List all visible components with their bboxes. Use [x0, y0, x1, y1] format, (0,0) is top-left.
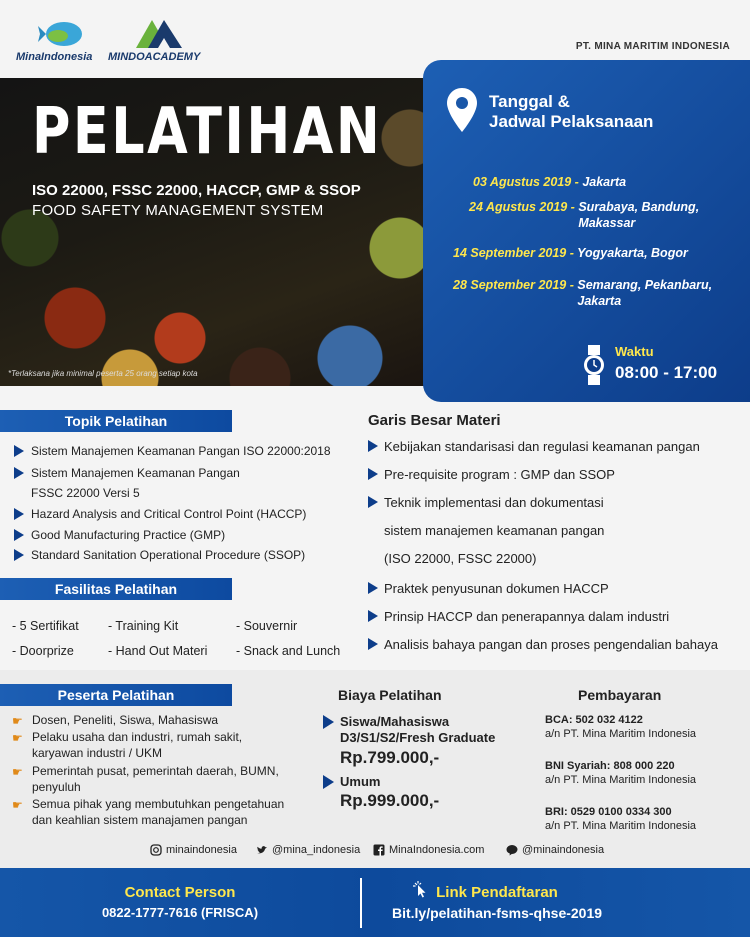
minaindonesia-logo	[16, 18, 106, 68]
garis-item-continued: (ISO 22000, FSSC 22000)	[384, 551, 537, 566]
link-label: Link Pendaftaran	[436, 884, 558, 901]
garis-title: Garis Besar Materi	[368, 412, 501, 429]
biaya-title: Biaya Pelatihan	[338, 687, 442, 703]
hero-footnote: *Terlaksana jika minimal peserta 25 orang setiap kota	[8, 369, 198, 378]
arrow-icon	[323, 775, 334, 789]
watch-icon	[583, 345, 605, 385]
biaya-category-umum: Umum	[340, 774, 381, 789]
hero-subtitle-fsms: FOOD SAFETY MANAGEMENT SYSTEM	[32, 202, 324, 219]
twitter-icon	[256, 844, 268, 856]
peserta-item: ☛ Semua pihak yang membutuhkan pengetahuan	[12, 797, 285, 812]
garis-item: Analisis bahaya pangan dan proses pengendalian bahaya	[384, 637, 718, 652]
price-student: Rp.799.000,-	[340, 748, 440, 767]
topik-banner: Topik Pelatihan	[0, 410, 232, 432]
topik-item-continued: FSSC 22000 Versi 5	[31, 486, 140, 500]
peserta-item: ☛ Pemerintah pusat, pemerintah daerah, BUMN,	[12, 764, 279, 779]
logo1-text: MinaIndonesia	[16, 51, 93, 63]
social-twitter[interactable]: @mina_indonesia	[256, 844, 360, 856]
schedule-row: 03 Agustus 2019 - Jakarta	[473, 175, 627, 189]
peserta-banner: Peserta Pelatihan	[0, 684, 232, 706]
pembayaran-title: Pembayaran	[578, 687, 662, 703]
schedule-row: 28 September 2019 - Semarang, Pekanbaru, Jakarta	[453, 278, 713, 308]
topik-item: Sistem Manajemen Keamanan Pangan ISO 22000:2018	[31, 444, 331, 458]
garis-item: Teknik implementasi dan dokumentasi	[384, 495, 604, 510]
waktu-value: 08:00 - 17:00	[615, 363, 718, 382]
topik-item: Sistem Manajemen Keamanan Pangan	[31, 466, 240, 480]
company-name: PT. MINA MARITIM INDONESIA	[575, 41, 730, 52]
topik-item: Hazard Analysis and Critical Control Point (HACCP)	[31, 507, 306, 521]
peserta-item: ☛ Dosen, Peneliti, Siswa, Mahasiswa	[12, 713, 219, 728]
line-icon	[506, 844, 518, 856]
peserta-item-continued: penyuluh	[32, 780, 81, 794]
garis-item: Pre-requisite program : GMP dan SSOP	[384, 467, 615, 482]
arrow-icon	[323, 715, 334, 729]
waktu-label: Waktu	[615, 344, 654, 359]
footer	[0, 868, 750, 937]
topik-item: Standard Sanitation Operational Procedure (SSOP)	[31, 548, 305, 562]
social-line[interactable]: @minaindonesia	[506, 844, 604, 856]
mindo-mountain-icon	[134, 18, 184, 50]
garis-item: Prinsip HACCP dan penerapannya dalam industri	[384, 609, 669, 624]
fasilitas-item: - 5 Sertifikat	[12, 619, 79, 633]
social-facebook[interactable]: MinaIndonesia.com	[373, 844, 484, 856]
fasilitas-item: - Snack and Lunch	[236, 644, 341, 658]
schedule-panel	[423, 60, 750, 402]
instagram-icon	[150, 844, 162, 856]
hero-title: PELATIHAN	[32, 95, 383, 169]
pointing-hand-icon: ☛	[12, 798, 23, 812]
registration-link[interactable]: Bit.ly/pelatihan-fsms-qhse-2019	[391, 905, 603, 921]
mina-fish-icon	[38, 18, 84, 50]
garis-item-continued: sistem manajemen keamanan pangan	[384, 523, 605, 538]
garis-item: Praktek penyusunan dokumen HACCP	[384, 581, 609, 596]
facebook-icon	[373, 844, 385, 856]
garis-item: Kebijakan standarisasi dan regulasi keamanan pangan	[384, 439, 700, 454]
contact-phone[interactable]: 0822-1777-7616 (FRISCA)	[101, 905, 259, 920]
fasilitas-item: - Doorprize	[12, 644, 74, 658]
pointing-hand-icon: ☛	[12, 765, 23, 779]
schedule-row: 14 September 2019 - Yogyakarta, Bogor	[453, 246, 688, 260]
hero-image	[0, 78, 440, 386]
social-instagram[interactable]: minaindonesia	[150, 844, 237, 856]
pointing-hand-icon: ☛	[12, 731, 23, 745]
fasilitas-banner: Fasilitas Pelatihan	[0, 578, 232, 600]
logo2-text: MINDOACADEMY	[108, 51, 201, 63]
peserta-item: ☛ Pelaku usaha dan industri, rumah sakit,	[12, 730, 243, 745]
fasilitas-item: - Souvernir	[236, 619, 298, 633]
topik-item: Good Manufacturing Practice (GMP)	[31, 528, 225, 542]
location-pin-icon	[447, 88, 477, 132]
bank-bni: BNI Syariah: 808 000 220 a/n PT. Mina Maritim Indonesia	[545, 760, 697, 787]
peserta-item-continued: dan keahlian sistem manajamen pangan	[32, 813, 248, 827]
bank-bca: BCA: 502 032 4122 a/n PT. Mina Maritim Indonesia	[545, 714, 697, 741]
schedule-title: Tanggal & Jadwal Pelaksanaan	[489, 92, 654, 132]
price-umum: Rp.999.000,-	[340, 791, 440, 810]
pointing-hand-icon: ☛	[12, 714, 23, 728]
fasilitas-item: - Hand Out Materi	[108, 644, 208, 658]
peserta-item-continued: karyawan industri / UKM	[32, 746, 163, 760]
bank-bri: BRI: 0529 0100 0334 300 a/n PT. Mina Maritim Indonesia	[545, 806, 697, 833]
biaya-category-student: Siswa/Mahasiswa D3/S1/S2/Fresh Graduate	[340, 714, 496, 745]
contact-label: Contact Person	[124, 884, 236, 901]
fasilitas-item: - Training Kit	[108, 619, 179, 633]
schedule-row: 24 Agustus 2019 - Surabaya, Bandung, Makassar	[469, 200, 700, 230]
mindoacademy-logo	[108, 18, 228, 68]
hero-subtitle-standards: ISO 22000, FSSC 22000, HACCP, GMP & SSOP	[32, 182, 361, 199]
